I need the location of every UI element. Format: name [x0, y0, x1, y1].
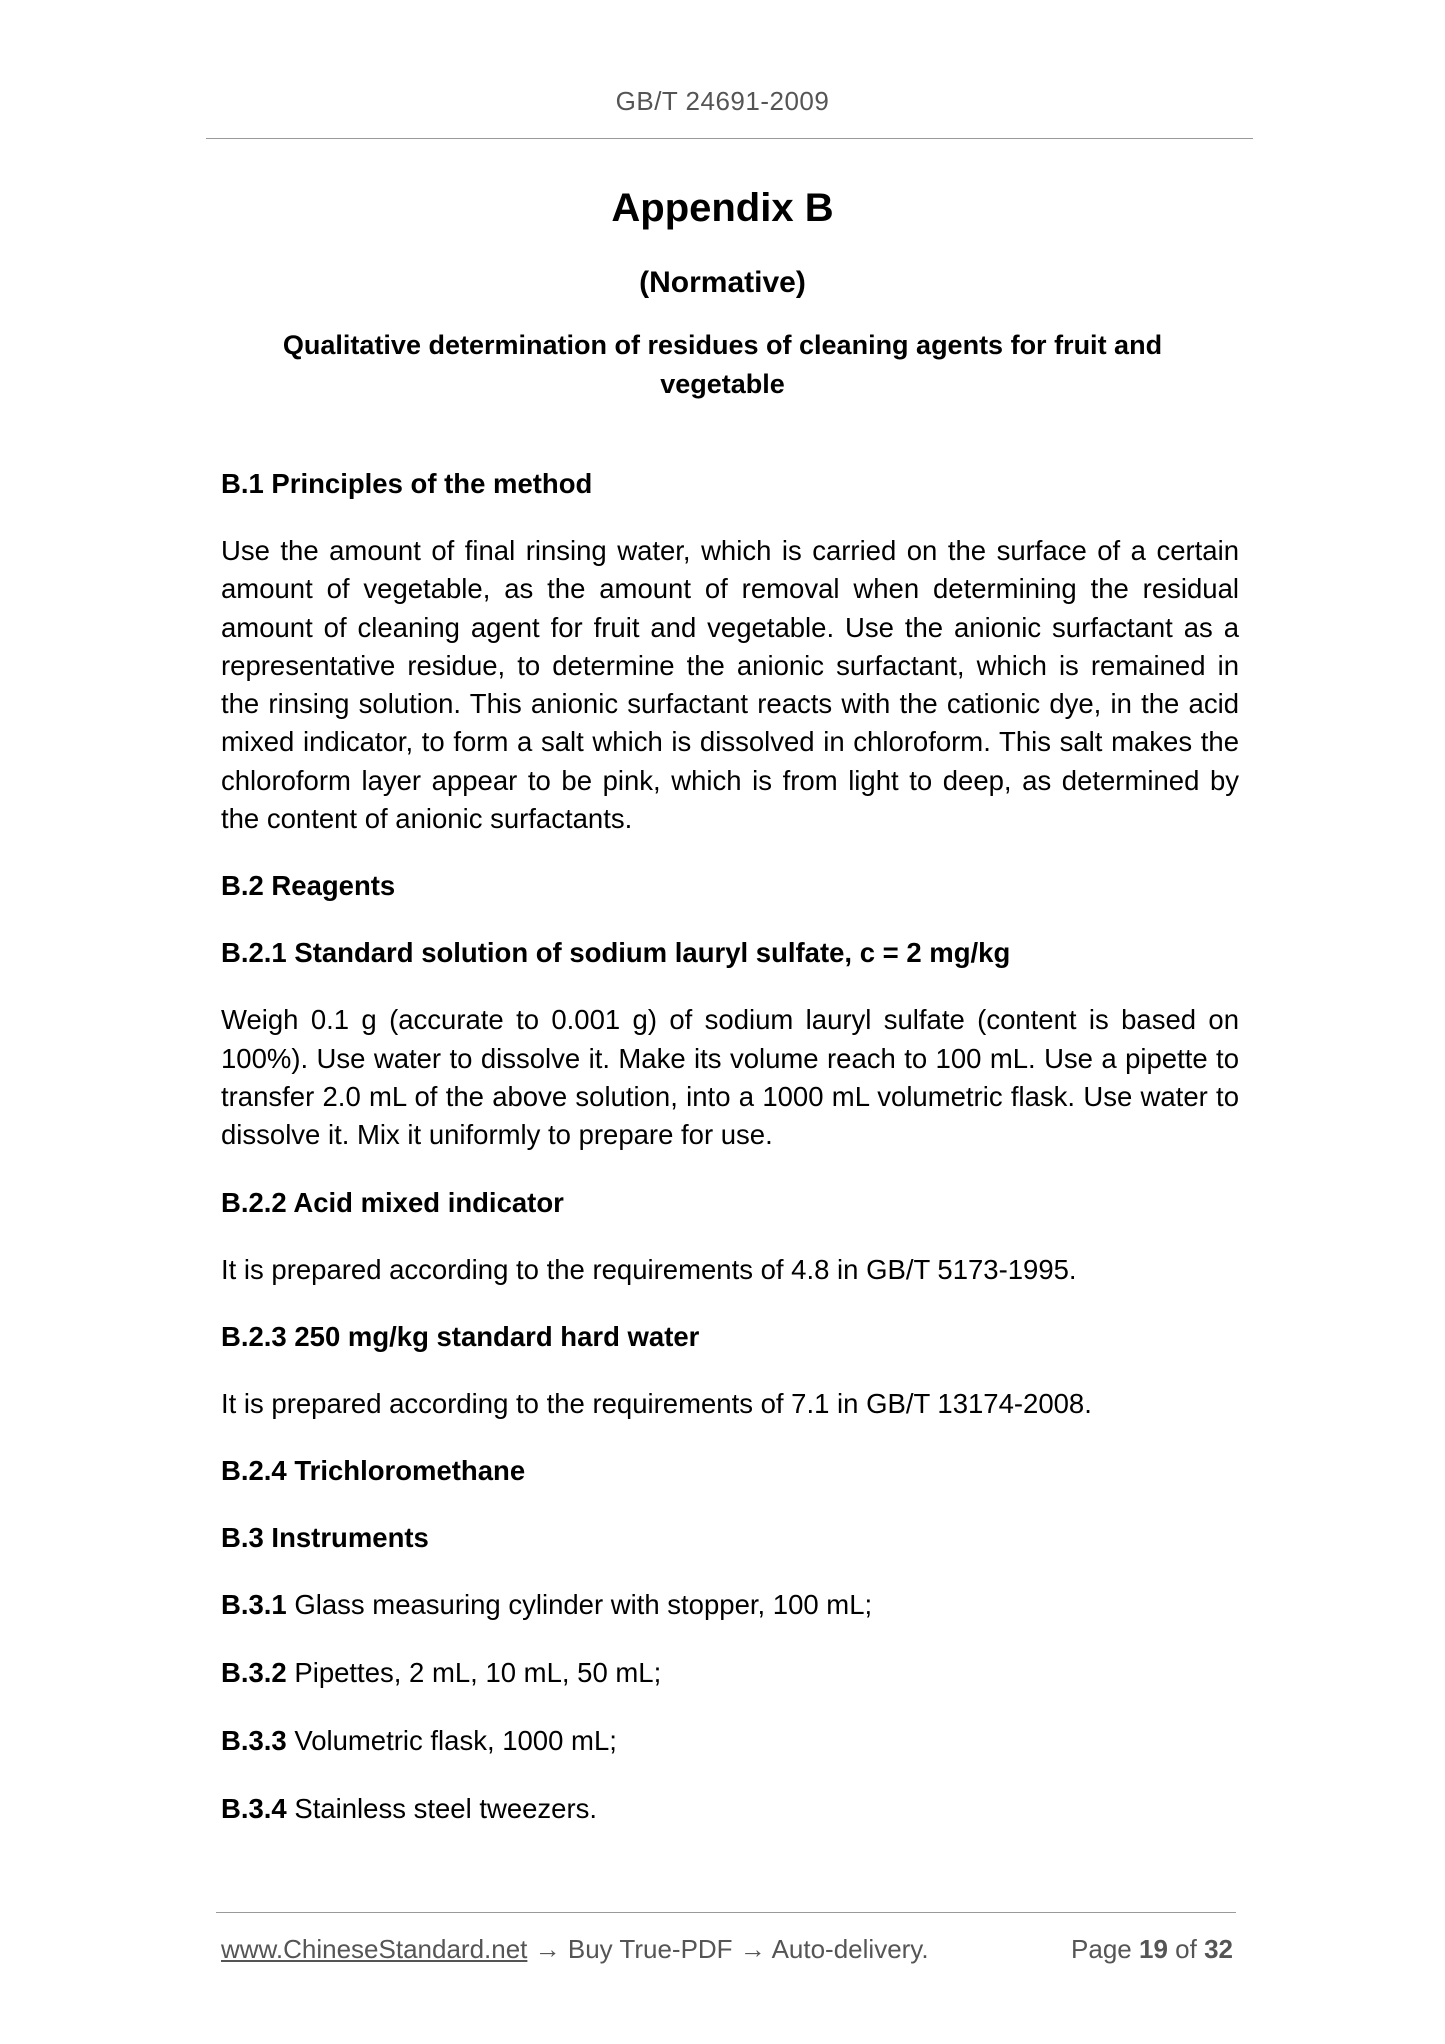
section-text-b21: Weigh 0.1 g (accurate to 0.001 g) of sodium lauryl sulfate (content is based on 100%). Use water to dissolve it. Make its volume reach to 100 mL. Use a pipette to transfer 2.0 mL of the above solution, into a 1000 mL volumetric flask. Use water to dissolve it. Mix it uniformly to prepare for use. [221, 1004, 1239, 1151]
instrument-text: Pipettes, 2 mL, 10 mL, 50 mL; [286, 1657, 662, 1689]
page-label: Page [1071, 1934, 1132, 1964]
section-text-b23: It is prepared according to the requirements of 7.1 in GB/T 13174-2008. [221, 1387, 1092, 1419]
section-heading-b2: B.2 Reagents [221, 870, 396, 902]
section-heading-b23: B.2.3 250 mg/kg standard hard water [221, 1320, 700, 1352]
header-divider [206, 138, 1253, 139]
document-code: GB/T 24691-2009 [615, 86, 830, 116]
instrument-number: B.3.4 [221, 1793, 287, 1825]
normative-label: (Normative) [639, 266, 806, 299]
page-footer [221, 1934, 1233, 1965]
instrument-text: Glass measuring cylinder with stopper, 100 mL; [286, 1589, 873, 1621]
instrument-item [221, 1722, 1239, 1760]
instrument-text: Volumetric flask, 1000 mL; [286, 1725, 617, 1757]
of-label: of [1175, 1934, 1197, 1964]
section-heading-b22: B.2.2 Acid mixed indicator [221, 1186, 564, 1218]
appendix-title: Appendix B [611, 186, 834, 230]
section-text-b1: Use the amount of final rinsing water, which is carried on the surface of a certain amount of vegetable, as the amount of removal when determining the residual amount of cleaning agent for fruit and vegetable. Use the anionic surfactant as a representative residue, to determine the anionic surfactant, which is remained in the rinsing solution. This anionic surfactant reacts with the cationic dye, in the acid mixed indicator, to form a salt which is dissolved in chloroform. This salt makes the chloroform layer appear to be pink, which is from light to deep, as determined by the content of anionic surfactants. [221, 535, 1239, 835]
section-heading-b3: B.3 Instruments [221, 1522, 429, 1554]
section-heading-b24: B.2.4 Trichloromethane [221, 1455, 526, 1487]
footer-tagline: → Buy True-PDF → Auto-delivery. [527, 1934, 929, 1964]
instrument-number: B.3.3 [221, 1725, 287, 1757]
instrument-number: B.3.1 [221, 1589, 287, 1621]
section-text-b22: It is prepared according to the requirements of 4.8 in GB/T 5173-1995. [221, 1253, 1077, 1285]
section-heading-b1: B.1 Principles of the method [221, 468, 593, 499]
site-link[interactable]: www.ChineseStandard.net [221, 1934, 528, 1964]
section-heading-b21: B.2.1 Standard solution of sodium lauryl sulfate, c = 2 mg/kg [221, 937, 1011, 969]
instrument-text: Stainless steel tweezers. [286, 1793, 598, 1825]
total-pages: 32 [1204, 1934, 1233, 1964]
appendix-subtitle: Qualitative determination of residues of cleaning agents for fruit and vegetable [282, 330, 1163, 399]
instrument-item [221, 1654, 1239, 1692]
current-page: 19 [1139, 1934, 1168, 1964]
instrument-item [221, 1586, 1239, 1624]
document-body [221, 465, 1239, 1858]
footer-divider [216, 1912, 1236, 1913]
instrument-number: B.3.2 [221, 1657, 287, 1689]
instrument-item [221, 1790, 1239, 1828]
page-number [1071, 1934, 1233, 1965]
